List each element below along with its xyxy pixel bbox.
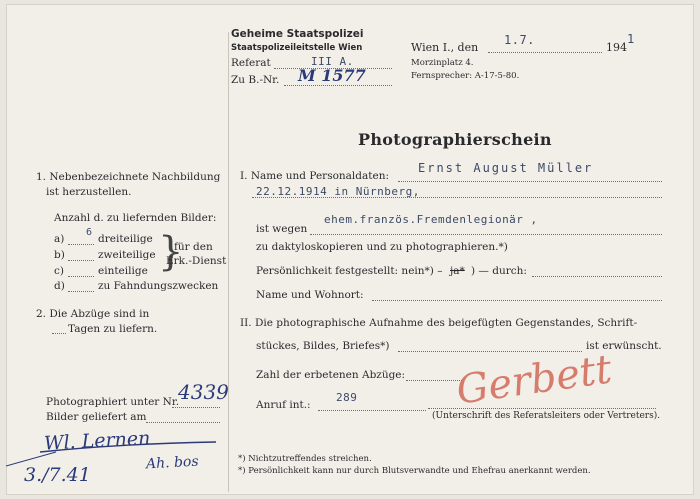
handwritten-strokes — [6, 4, 236, 495]
date-year-suffix: 1 — [627, 32, 635, 46]
anruf-line — [318, 410, 426, 411]
durch-label: ) — durch: — [471, 265, 527, 277]
agency-name: Geheime Staatspolizei — [231, 28, 364, 40]
date-year-prefix: 194 — [606, 41, 627, 54]
ist-wegen-label: ist wegen — [256, 223, 308, 235]
zahl-label: Zahl der erbetenen Abzüge: — [256, 369, 406, 381]
durch-line — [532, 276, 662, 277]
left-item1-line2: ist herzustellen. — [46, 186, 132, 198]
row-a-label: a) — [54, 233, 65, 245]
wohnort-line — [372, 300, 662, 301]
anzahl-label: Anzahl d. zu liefernden Bilder: — [54, 212, 217, 224]
row-b-label: b) — [54, 249, 65, 261]
left-item2-line2: Tagen zu liefern. — [68, 323, 158, 335]
erk-dienst-label: Erk.-Dienst — [166, 255, 227, 267]
birth-value: 22.12.1914 in Nürnberg, — [256, 185, 420, 198]
wegen-value: ehem.französ.Fremdenlegionär , — [324, 213, 538, 226]
right-item1-label: I. Name und Personaldaten: — [240, 170, 389, 182]
place-label: Wien I., den — [411, 41, 479, 54]
erwuenscht-label: ist erwünscht. — [586, 340, 662, 352]
bilder-geliefert-label: Bilder geliefert am — [46, 411, 147, 423]
zu-line — [284, 85, 392, 86]
office-name: Staatspolizeileitstelle Wien — [231, 43, 363, 53]
date-line — [488, 52, 602, 53]
handwritten-note-1: Wl. Lernen — [43, 427, 151, 455]
referat-value: III A. — [311, 55, 354, 68]
persoenlichkeit-label: Persönlichkeit festgestellt: nein*) – — [256, 265, 443, 277]
handwritten-date: 3./7.41 — [24, 464, 91, 486]
zu-label: Zu B.-Nr. — [231, 74, 280, 86]
footnote-1: *) Nichtzutreffendes streichen. — [238, 454, 372, 464]
address: Morzinplatz 4. — [411, 58, 474, 68]
option-fahndung: zu Fahndungszwecken — [98, 280, 219, 292]
photographiert-label: Photographiert unter Nr. — [46, 396, 180, 408]
footnote-2: *) Persönlichkeit kann nur durch Blutsverwandte und Ehefrau anerkannt werden. — [238, 466, 591, 476]
photo-nr-value: 4339 — [178, 380, 229, 404]
row-d-label: d) — [54, 280, 65, 292]
anruf-label: Anruf int.: — [256, 399, 311, 411]
option-zweiteilige: zweiteilige — [98, 249, 156, 261]
item2-line — [398, 351, 582, 352]
row-c-label: c) — [54, 265, 64, 277]
date-day: 1.7. — [504, 33, 535, 47]
phone: Fernsprecher: A-17-5-80. — [411, 71, 520, 81]
wegen-line — [310, 234, 662, 235]
daktylo-text: zu daktyloskopieren und zu photographieren.*) — [256, 241, 508, 253]
anruf-value: 289 — [336, 391, 358, 404]
ja-struck: ja* — [450, 265, 465, 277]
fuer-den-label: für den — [174, 241, 213, 253]
document-title: Photographierschein — [358, 130, 552, 149]
handwritten-note-2: Ah. bos — [145, 453, 199, 473]
option-dreiteilige: dreiteilige — [98, 233, 153, 245]
right-item2-line2: stückes, Bildes, Briefes*) — [256, 340, 390, 352]
right-item2-line1: II. Die photographische Aufnahme des beigefügten Gegenstandes, Schrift- — [240, 317, 638, 329]
brace-icon: } — [158, 229, 184, 275]
unterschrift-caption: (Unterschrift des Referatsleiters oder Vertreters). — [432, 411, 661, 421]
count-a: 6 — [86, 227, 93, 238]
photographierschein-form — [6, 4, 694, 495]
zu-value: M 1577 — [298, 66, 366, 85]
name-wohnort-label: Name und Wohnort: — [256, 289, 364, 301]
left-item1-line1: 1. Nebenbezeichnete Nachbildung — [36, 171, 221, 183]
left-item2-line1: 2. Die Abzüge sind in — [36, 308, 150, 320]
referat-label: Referat — [231, 57, 271, 69]
name-line — [398, 181, 662, 182]
option-einteilige: einteilige — [98, 265, 148, 277]
referat-signature: Gerbett — [453, 346, 615, 414]
zahl-line — [406, 380, 462, 381]
name-value: Ernst August Müller — [418, 161, 594, 175]
